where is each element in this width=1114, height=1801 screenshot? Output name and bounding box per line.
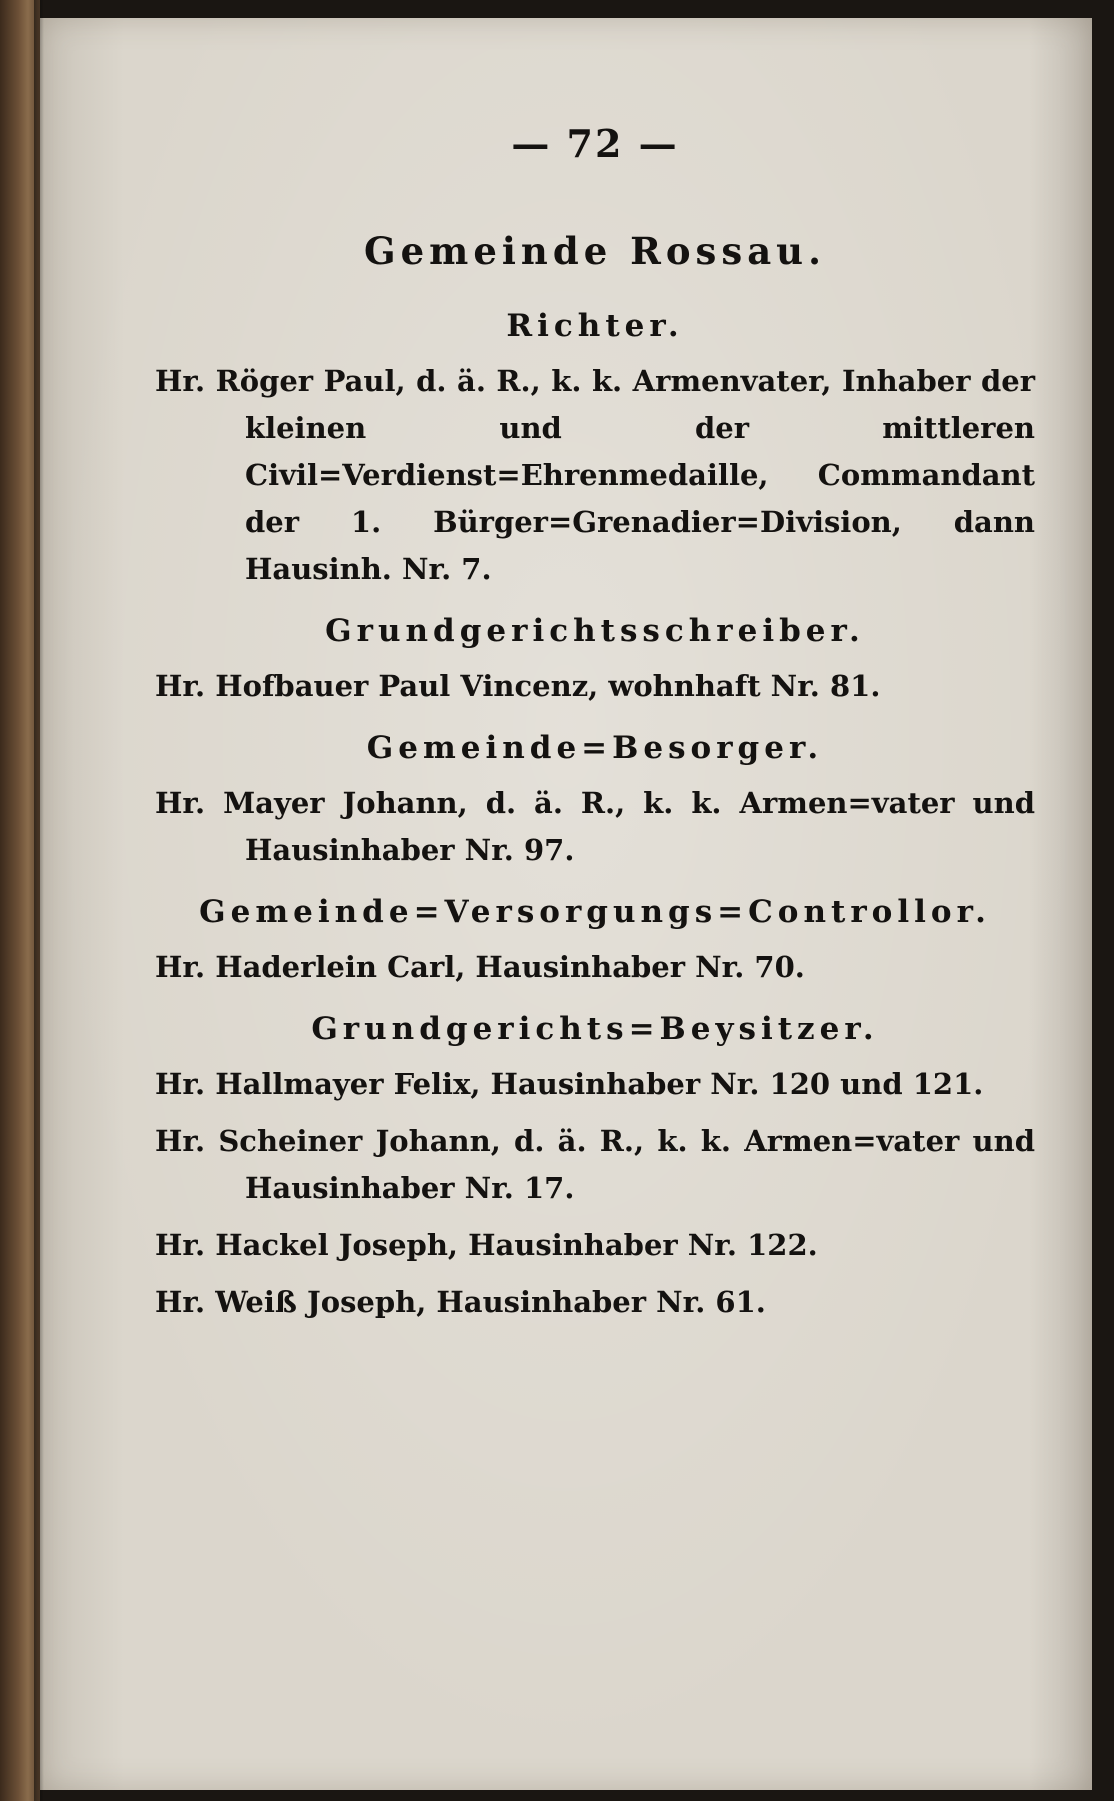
section-heading-gemeinde-besorger: Gemeinde=Besorger. xyxy=(366,730,824,766)
list-item: Hr. Mayer Johann, d. ä. R., k. k. Armen=vater und Hausinhaber Nr. 97. xyxy=(155,786,1035,867)
list-item: Hr. Hofbauer Paul Vincenz, wohnhaft Nr. 81. xyxy=(155,669,881,703)
book-page xyxy=(40,18,1092,1790)
list-item: Hr. Hackel Joseph, Hausinhaber Nr. 122. xyxy=(155,1228,818,1262)
list-item: Hr. Scheiner Johann, d. ä. R., k. k. Armen=vater und Hausinhaber Nr. 17. xyxy=(155,1124,1035,1205)
section-heading-beysitzer: Grundgerichts=Beysitzer. xyxy=(311,1011,879,1047)
gutter-shadow xyxy=(34,0,44,1801)
list-item: Hr. Röger Paul, d. ä. R., k. k. Armenvater, Inhaber der kleinen und der mittleren Civil=Verdienst=Ehrenmedaille, Commandant der 1. Bürger=Grenadier=Division, dann Hausinh. Nr. 7. xyxy=(155,364,1035,586)
list-item: Hr. Weiß Joseph, Hausinhaber Nr. 61. xyxy=(155,1285,766,1319)
list-item: Hr. Haderlein Carl, Hausinhaber Nr. 70. xyxy=(155,950,805,984)
section-heading-versorgungs-controllor: Gemeinde=Versorgungs=Controllor. xyxy=(199,894,991,930)
section-heading-richter: Richter. xyxy=(506,308,684,344)
page-content xyxy=(155,118,1035,1336)
page-title: Gemeinde Rossau. xyxy=(364,229,826,273)
page-number: — 72 — xyxy=(511,121,679,166)
list-item: Hr. Hallmayer Felix, Hausinhaber Nr. 120 und 121. xyxy=(155,1067,984,1101)
section-heading-grundgerichtsschreiber: Grundgerichtsschreiber. xyxy=(325,613,865,649)
